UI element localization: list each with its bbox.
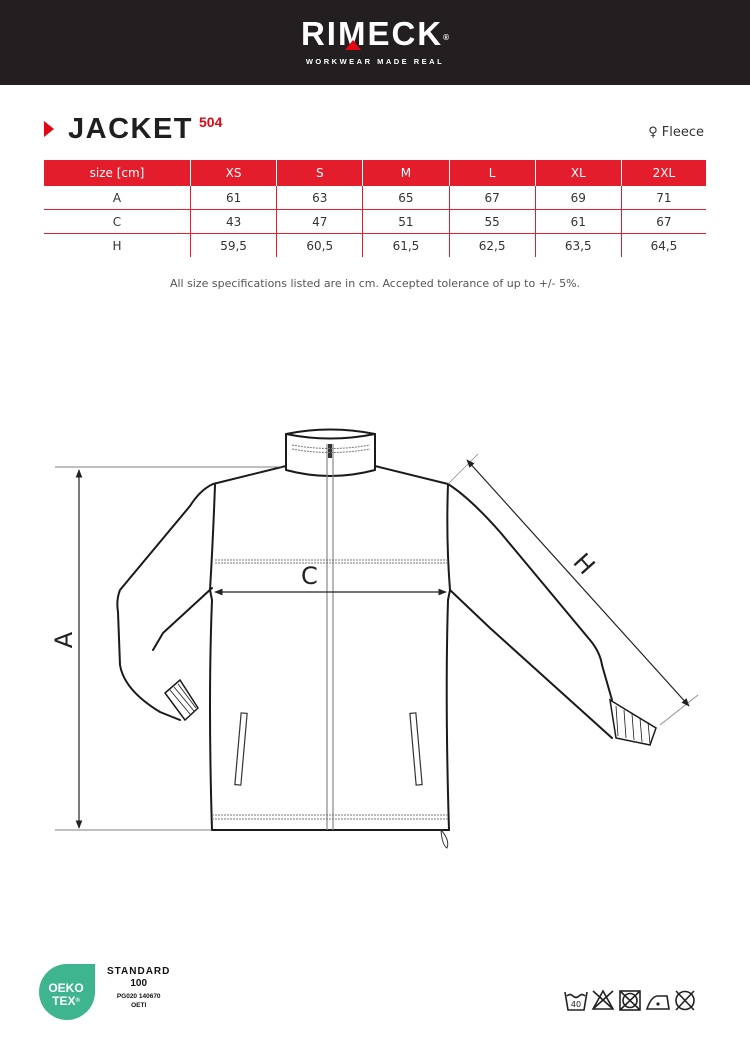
row-label: H <box>44 234 191 258</box>
row-label: C <box>44 210 191 234</box>
table-cell: 64,5 <box>650 238 678 253</box>
table-cell: 61 <box>191 186 277 210</box>
table-cell: 51 <box>363 210 449 234</box>
product-model-number: 504 <box>199 114 223 130</box>
table-row <box>44 186 706 210</box>
size-table <box>44 160 706 257</box>
product-title-row <box>44 112 222 146</box>
table-cell: 59,5 <box>191 234 277 258</box>
oeko-certificate-text <box>107 966 170 1010</box>
row-label: A <box>44 186 191 210</box>
oeko-line2: TEX® <box>52 994 80 1008</box>
size-tolerance-note: All size specifications listed are in cm. Accepted tolerance of up to +/- 5%. <box>169 277 581 290</box>
column-header: L <box>449 160 535 186</box>
brand-text-m: M <box>337 15 368 52</box>
column-header: XS <box>191 160 277 186</box>
standard-label: STANDARD <box>107 966 171 977</box>
label-c: C <box>301 562 318 590</box>
female-symbol-icon: ♀ <box>648 125 658 140</box>
table-cell: 61 <box>535 210 621 234</box>
material-label <box>648 125 704 140</box>
brand-red-triangle-icon <box>345 40 361 50</box>
certificate-institute: OETI <box>131 1002 147 1009</box>
table-cell: 67 <box>621 210 706 234</box>
table-cell: 43 <box>191 210 277 234</box>
wash-40-icon <box>565 992 587 1010</box>
oeko-logo-text <box>37 982 95 1008</box>
brand-header <box>0 0 750 85</box>
brand-text-right: ECK <box>367 15 444 52</box>
product-title: JACKET <box>68 113 194 145</box>
brand-text-left: RI <box>300 15 338 52</box>
label-h: H <box>567 547 601 581</box>
table-cell: 62,5 <box>449 234 535 258</box>
oeko-line1: OEKO <box>48 981 84 995</box>
table-cell: 69 <box>535 186 621 210</box>
label-a: A <box>50 631 79 649</box>
table-cell: 47 <box>277 210 363 234</box>
certificate-number: PG020 140670 <box>116 993 161 1000</box>
iron-low-icon <box>647 996 669 1009</box>
material-name: Fleece <box>661 125 704 140</box>
table-row <box>44 210 706 234</box>
table-cell: 55 <box>449 210 535 234</box>
care-symbols <box>563 988 703 1012</box>
column-header: XL <box>535 160 621 186</box>
brand-tagline: WORKWEAR MADE REAL <box>305 57 445 66</box>
column-header: 2XL <box>621 160 706 186</box>
title-arrow-icon <box>44 121 54 137</box>
svg-text:40: 40 <box>570 1000 582 1009</box>
table-cell: 63,5 <box>535 234 621 258</box>
brand-logo <box>0 14 750 54</box>
table-cell: 63 <box>277 186 363 210</box>
table-cell: 60,5 <box>277 234 363 258</box>
column-header: M <box>363 160 449 186</box>
registered-mark: ® <box>443 33 450 42</box>
table-cell: 65 <box>363 186 449 210</box>
table-cell: 61,5 <box>363 234 449 258</box>
column-header: size [cm] <box>44 160 191 186</box>
size-table-header <box>44 160 706 186</box>
no-tumble-dry-icon <box>620 991 640 1010</box>
no-dry-clean-icon <box>676 991 694 1010</box>
column-header: S <box>277 160 363 186</box>
no-bleach-icon <box>593 991 613 1009</box>
jacket-measurement-diagram <box>0 400 750 880</box>
table-cell: 71 <box>621 186 706 210</box>
table-row <box>44 234 706 258</box>
table-cell: 67 <box>449 186 535 210</box>
standard-number: 100 <box>130 978 148 989</box>
